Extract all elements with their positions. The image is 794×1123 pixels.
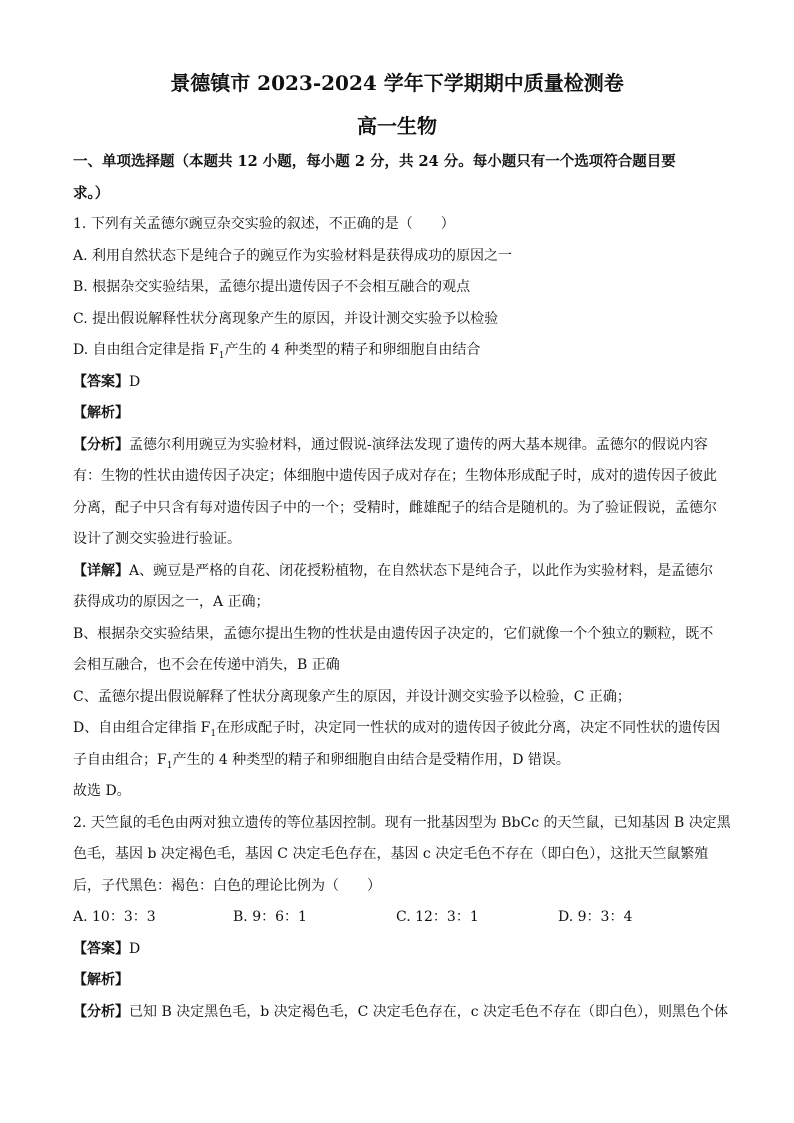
paragraph-line: 会相互融合，也不会在传递中消失，B 正确 xyxy=(73,657,340,673)
question-1-option-a: A. 利用自然状态下是纯合子的豌豆作为实验材料是获得成功的原因之一 xyxy=(73,247,513,264)
question-2-options xyxy=(73,902,733,934)
section-heading: 一、单项选择题（本题共 12 小题，每小题 2 分，共 24 分。每小题只有一个选项符合题目要 xyxy=(73,153,676,170)
question-1-conclusion: 故选 D。 xyxy=(73,783,131,799)
answer-label: 【答案】 xyxy=(73,940,129,957)
xiangjie-label: 【详解】 xyxy=(73,562,129,579)
question-2-option-d: D. 9：3：4 xyxy=(558,909,633,925)
question-1-xiangjie xyxy=(73,556,733,588)
text: 产生的 4 种类型的精子和卵细胞自由结合 xyxy=(224,342,481,358)
text: 产生的 4 种类型的精子和卵细胞自由结合是受精作用，D 错误。 xyxy=(172,751,570,768)
fenxi-label: 【分析】 xyxy=(73,1003,129,1020)
document-body xyxy=(73,146,733,1028)
question-1-option-c: C. 提出假说解释性状分离现象产生的原因，并设计测交实验予以检验 xyxy=(73,310,499,327)
paragraph-line: 设计了测交实验进行验证。 xyxy=(73,531,241,547)
text: D、自由组合定律指 F xyxy=(73,720,211,736)
subscript: 1 xyxy=(210,728,217,739)
paragraph-line xyxy=(73,713,733,745)
question-1-option-b: B. 根据杂交实验结果，孟德尔提出遗传因子不会相互融合的观点 xyxy=(73,279,471,295)
question-1-fenxi xyxy=(73,430,733,462)
subscript: 1 xyxy=(218,350,225,361)
text: 子自由组合；F xyxy=(73,751,167,768)
question-2-stem-cont: 后，子代黑色：褐色：白色的理论比例为（ ） xyxy=(73,877,381,894)
answer-label: 【答案】 xyxy=(73,373,129,390)
paragraph-line: 分离，配子中只含有每对遗传因子中的一个；受精时，雌雄配子的结合是随机的。为了验证假说，孟德尔 xyxy=(73,499,717,516)
question-2-option-a: A. 10：3：3 xyxy=(73,909,156,925)
question-1-analysis-label: 【解析】 xyxy=(73,405,129,421)
question-2-stem: 2. 天竺鼠的毛色由两对独立遗传的等位基因控制。现有一批基因型为 BbCc 的天竺鼠，已知基因 B 决定黑 xyxy=(73,814,731,831)
text: 在形成配子时，决定同一性状的成对的遗传因子彼此分离，决定不同性状的遗传因 xyxy=(216,720,721,736)
question-2-option-b: B. 9：6：1 xyxy=(233,909,307,925)
question-1-stem: 1. 下列有关孟德尔豌豆杂交实验的叙述，不正确的是（ ） xyxy=(73,216,455,232)
answer-value: D xyxy=(129,940,141,957)
question-2-option-c: C. 12：3：1 xyxy=(396,909,479,925)
question-2-analysis-label: 【解析】 xyxy=(73,972,129,988)
question-2-fenxi xyxy=(73,997,733,1029)
subscript: 1 xyxy=(166,760,173,771)
text: 孟德尔利用豌豆为实验材料，通过假说-演绎法发现了遗传的两大基本规律。孟德尔的假说内容 xyxy=(129,436,708,453)
paragraph-line: B、根据杂交实验结果，孟德尔提出生物的性状是由遗传因子决定的，它们就像一个个独立的颗粒，既不 xyxy=(73,625,714,642)
exam-title: 景德镇市 2023-2024 学年下学期期中质量检测卷 xyxy=(170,71,624,95)
text: D. 自由组合定律是指 F xyxy=(73,342,219,358)
fenxi-label: 【分析】 xyxy=(73,436,129,453)
text: 已知 B 决定黑色毛，b 决定褐色毛，C 决定毛色存在，c 决定毛色不存在（即白色），则黑色个体 xyxy=(129,1003,729,1020)
text: A、豌豆是严格的自花、闭花授粉植物，在自然状态下是纯合子，以此作为实验材料，是孟德尔 xyxy=(129,562,714,579)
question-1-answer xyxy=(73,367,733,399)
paragraph-line: 有：生物的性状由遗传因子决定；体细胞中遗传因子成对存在；生物体形成配子时，成对的遗传因子彼此 xyxy=(73,468,717,484)
section-heading-cont: 求。） xyxy=(73,184,110,202)
paragraph-line: 获得成功的原因之一，A 正确； xyxy=(73,594,270,610)
question-2-stem-cont: 色毛，基因 b 决定褐色毛，基因 C 决定毛色存在，基因 c 决定毛色不存在（即白色），这批天竺鼠繁殖 xyxy=(73,846,709,862)
answer-value: D xyxy=(129,373,141,390)
paragraph-line xyxy=(73,745,733,777)
question-1-option-d xyxy=(73,335,733,367)
exam-subject: 高一生物 xyxy=(357,114,437,138)
question-2-answer xyxy=(73,934,733,966)
paragraph-line: C、孟德尔提出假说解释了性状分离现象产生的原因，并设计测交实验予以检验，C 正确； xyxy=(73,688,631,705)
